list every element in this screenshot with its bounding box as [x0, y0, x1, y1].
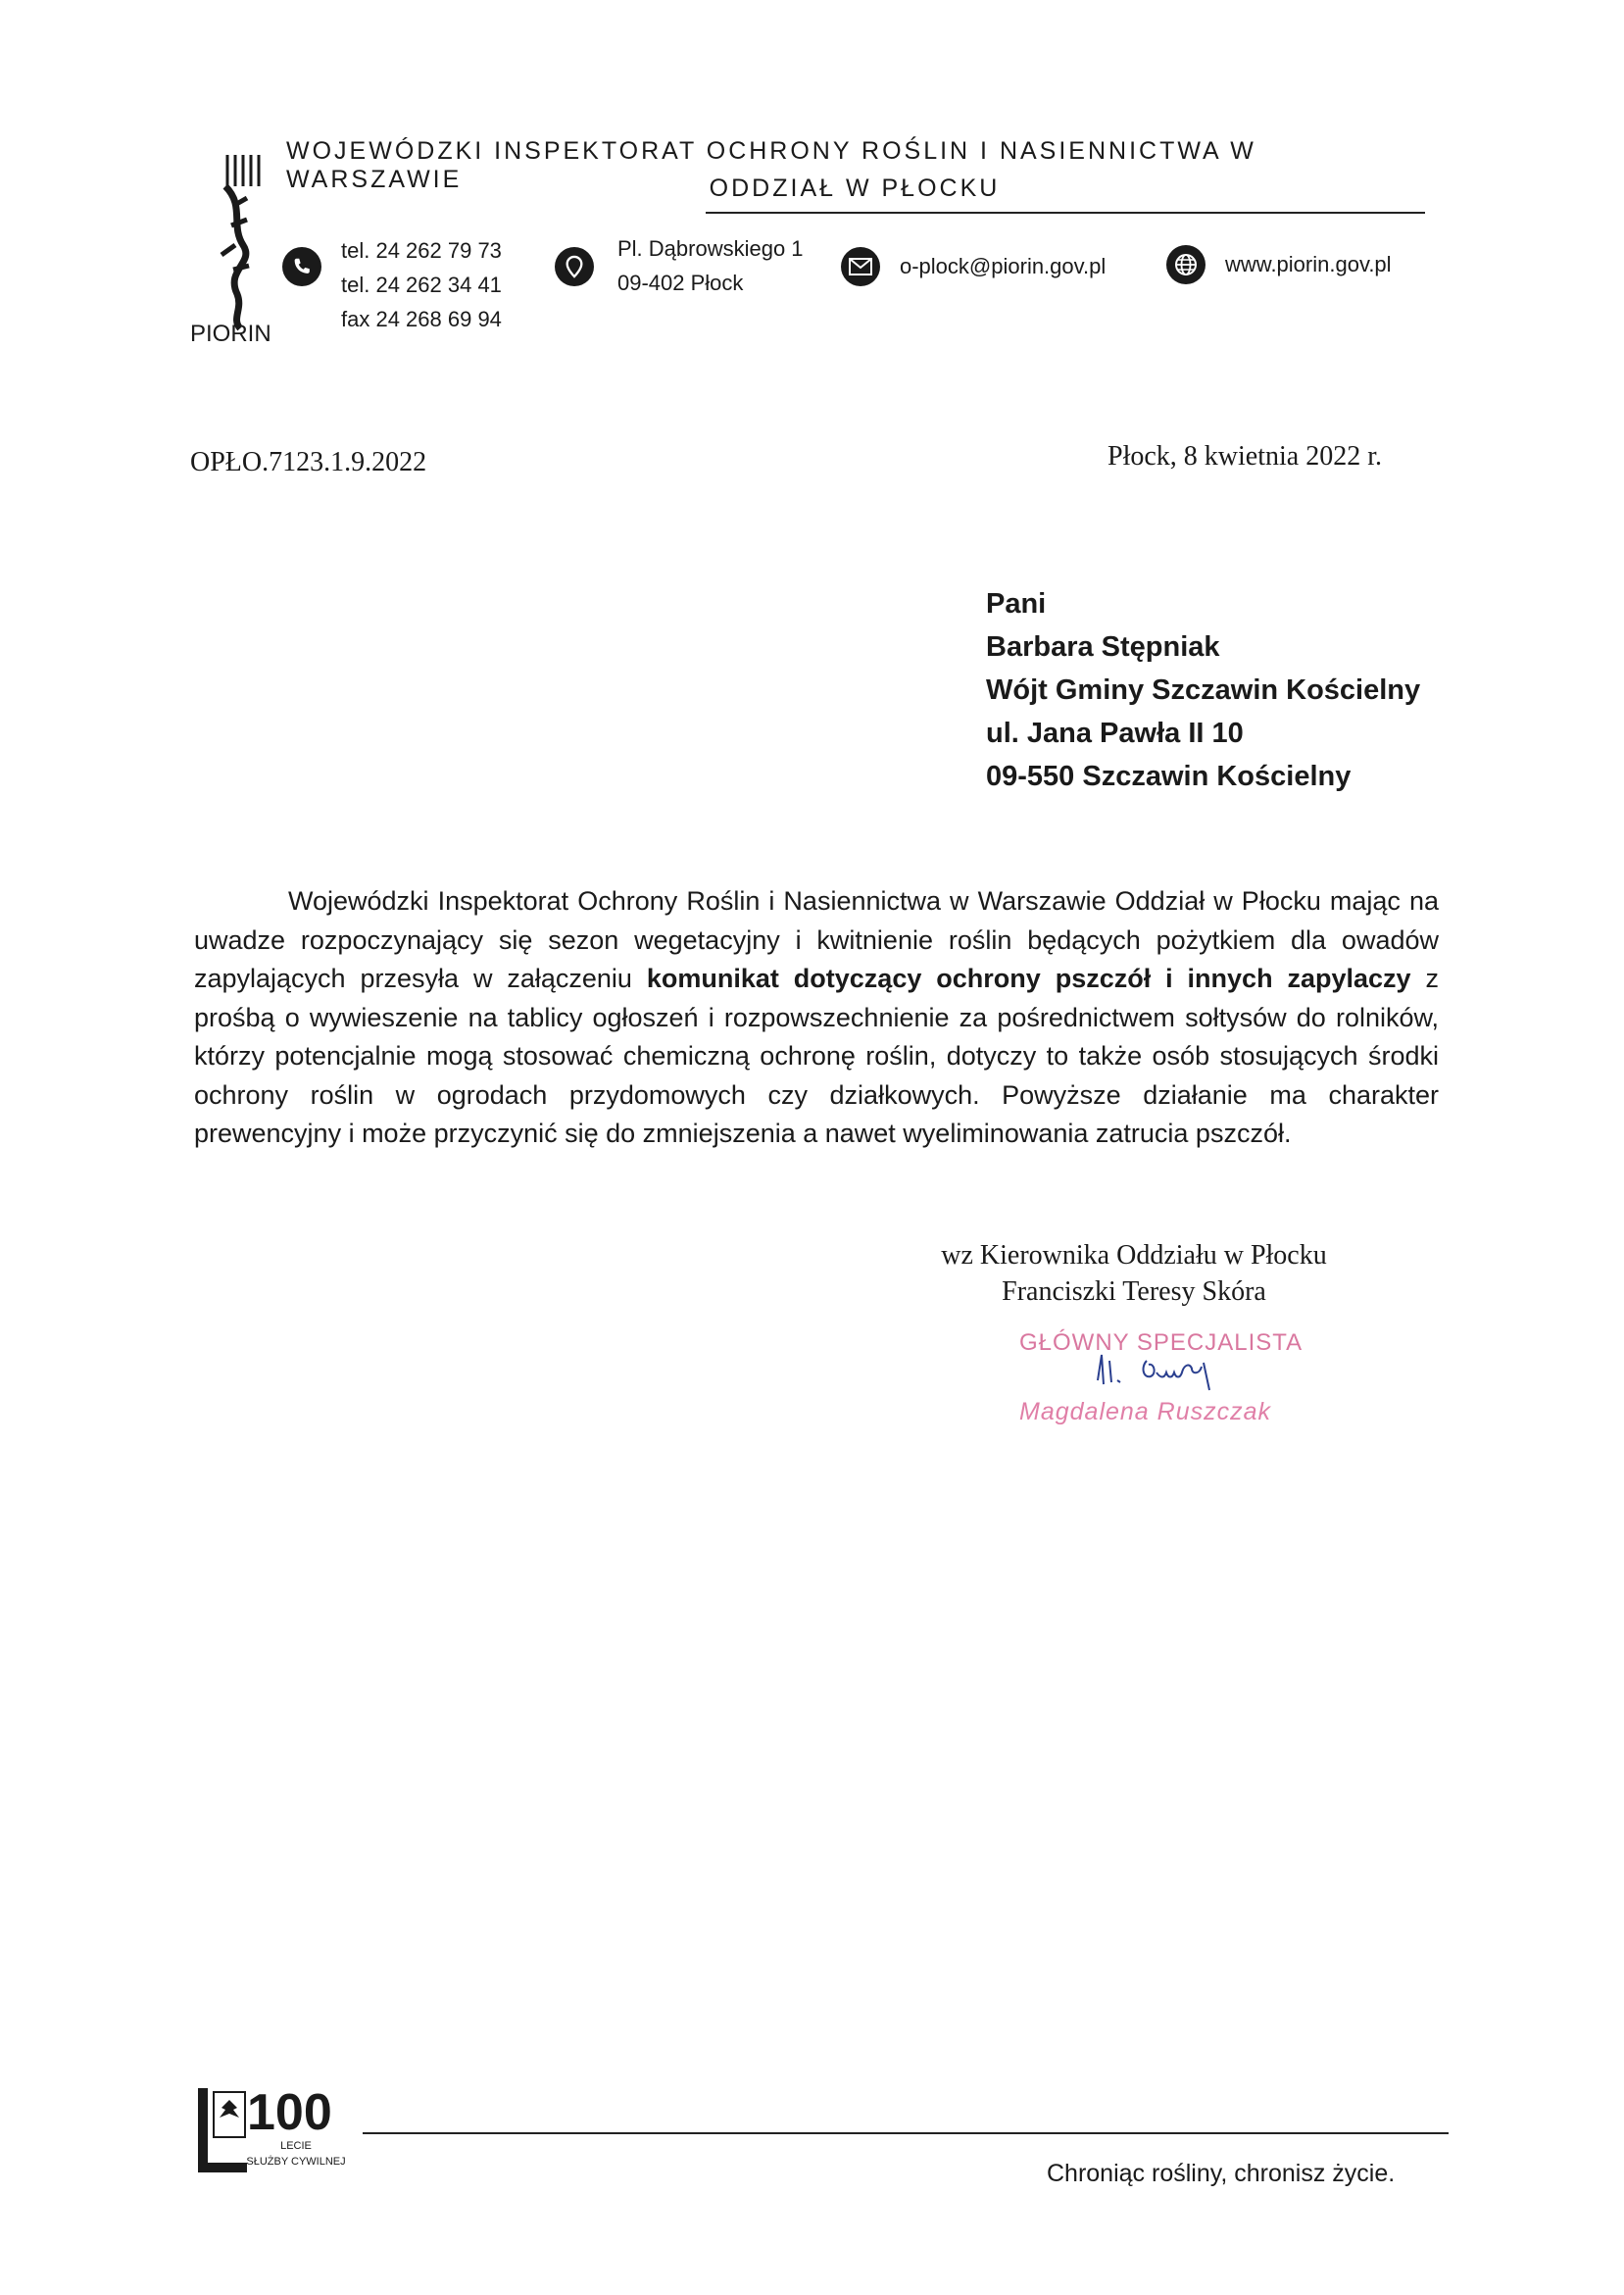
- stamp-title: GŁÓWNY SPECJALISTA: [1019, 1329, 1304, 1356]
- body-text-part: Wojewódzki Inspektorat Ochrony Roślin i Nasiennictwa w Warszawie Oddział w Płocku mając na uwadze rozpoczynający się sezon wegetacyjny i kwitnienie roślin będących pożytkiem dla owadów zapylających przesyła w załączeniu: [194, 886, 1439, 993]
- reference-number: OPŁO.7123.1.9.2022: [190, 447, 427, 477]
- civil-service-centenary-logo: [198, 2082, 365, 2178]
- branch-name: ODDZIAŁ W PŁOCKU: [709, 175, 1001, 202]
- address: [617, 231, 804, 300]
- phone-icon: [282, 247, 321, 286]
- eagle-icon: [220, 2100, 239, 2127]
- signature-manager-name: Franciszki Teresy Skóra: [1002, 1276, 1266, 1307]
- phone-line: tel. 24 262 79 73: [341, 238, 502, 263]
- recipient-street: ul. Jana Pawła II 10: [986, 718, 1244, 749]
- email-link[interactable]: o-plock@piorin.gov.pl: [900, 254, 1107, 278]
- mail-icon: [841, 247, 880, 286]
- badge-number: 100: [247, 2084, 332, 2141]
- fax-line: fax 24 268 69 94: [341, 307, 502, 331]
- piorin-logo: [186, 147, 274, 343]
- website-link[interactable]: www.piorin.gov.pl: [1225, 252, 1392, 276]
- recipient-salutation: Pani: [986, 588, 1047, 620]
- letter-body: [194, 882, 1439, 1154]
- phone-line: tel. 24 262 34 41: [341, 273, 502, 297]
- location-pin-icon: [555, 247, 594, 286]
- recipient-address: [986, 582, 1420, 798]
- footer-divider: [363, 2132, 1449, 2134]
- recipient-name: Barbara Stępniak: [986, 631, 1220, 663]
- footer-motto: Chroniąc rośliny, chronisz życie.: [1047, 2160, 1396, 2187]
- body-paragraph: [194, 882, 1439, 1154]
- document-date: Płock, 8 kwietnia 2022 r.: [1107, 441, 1382, 472]
- badge-subtitle: LECIE: [280, 2140, 312, 2152]
- signature-block: [913, 1237, 1354, 1310]
- badge-subtitle: SŁUŻBY CYWILNEJ: [246, 2156, 346, 2168]
- body-text-part: z prośbą o wywieszenie na tablicy ogłoszeń i rozpowszechnienie za pośrednictwem sołtysów do rolników, którzy potencjalnie mogą stosować chemiczną ochronę roślin, dotyczy to także osób stosujących środki ochrony roślin w ogrodach przydomowych czy działkowych. Powyższe działanie ma charakter prewencyjny i może przyczynić się do zmniejszenia a nawet wyeliminowania zatrucia pszczół.: [194, 964, 1439, 1148]
- logo-text: PIORIN: [190, 321, 271, 343]
- phone-numbers: [341, 233, 502, 336]
- recipient-title: Wójt Gminy Szczawin Kościelny: [986, 674, 1421, 706]
- address-line: 09-402 Płock: [617, 271, 744, 295]
- body-bold-text: komunikat dotyczący ochrony pszczół i innych zapylaczy: [646, 964, 1411, 993]
- header-divider: [706, 212, 1425, 214]
- stamp-name: Magdalena Ruszczak: [1019, 1398, 1272, 1425]
- address-line: Pl. Dąbrowskiego 1: [617, 236, 804, 261]
- recipient-city: 09-550 Szczawin Kościelny: [986, 761, 1352, 792]
- signature-on-behalf: wz Kierownika Oddziału w Płocku: [941, 1240, 1327, 1271]
- globe-icon: [1166, 245, 1206, 284]
- organization-name: WOJEWÓDZKI INSPEKTORAT OCHRONY ROŚLIN I NASIENNICTWA W WARSZAWIE: [286, 137, 1256, 193]
